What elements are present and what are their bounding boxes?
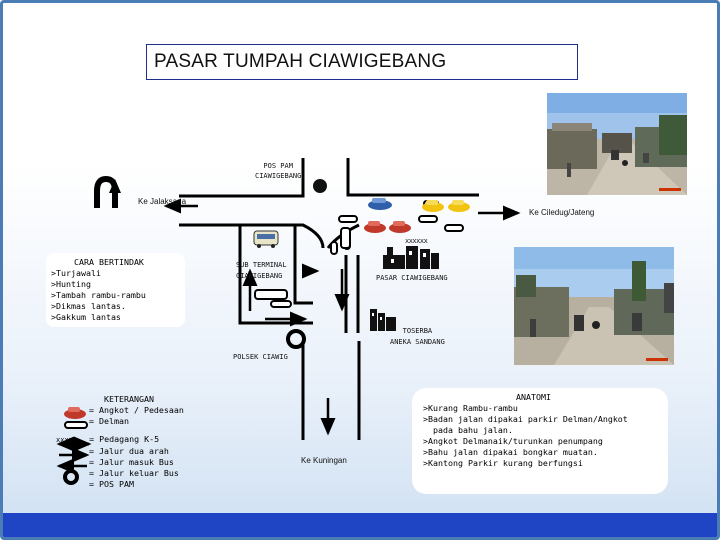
keterangan-box bbox=[56, 390, 226, 492]
direction-kuningan: Ke Kuningan bbox=[301, 456, 347, 465]
anatomi-item: >Angkot Delmanaik/turunkan penumpang bbox=[423, 436, 603, 446]
page-title: PASAR TUMPAH CIAWIGEBANG bbox=[154, 51, 447, 72]
legend-item: xxxxx = Pedagang K-5 bbox=[56, 434, 160, 444]
toserba-label: TOSERBA ANEKA SANDANG bbox=[390, 327, 445, 346]
pos-pam-label: POS PAM CIAWIGEBANG bbox=[255, 162, 302, 180]
direction-jalaksana: Ke Jalaksana bbox=[138, 197, 187, 206]
angkot-icon bbox=[364, 221, 386, 233]
cara-bertindak-heading: CARA BERTINDAK bbox=[74, 257, 144, 267]
bus-icon bbox=[254, 231, 278, 248]
photo-date-stamp bbox=[659, 188, 681, 191]
anatomi-heading: ANATOMI bbox=[516, 392, 551, 402]
anatomi-item: pada bahu jalan. bbox=[423, 425, 513, 435]
legend-item: = POS PAM bbox=[89, 479, 134, 489]
anatomi-box bbox=[412, 388, 668, 494]
anatomi-item: >Badan jalan dipakai parkir Delman/Angkot bbox=[423, 414, 628, 424]
vendor-icon: xxxxx bbox=[56, 436, 78, 444]
anatomi-item: >Bahu jalan dipakai bongkar muatan. bbox=[423, 447, 598, 457]
cara-bertindak-item: >Hunting bbox=[51, 279, 91, 289]
cara-bertindak-box bbox=[46, 253, 185, 327]
pasar-building-icon bbox=[383, 246, 439, 269]
u-turn-icon bbox=[89, 179, 121, 208]
market-photo-bottom bbox=[514, 247, 674, 365]
market-photo-top bbox=[547, 93, 687, 195]
cara-bertindak-item: >Tambah rambu-rambu bbox=[51, 290, 146, 300]
photo-date-stamp bbox=[646, 358, 668, 361]
bottom-band bbox=[3, 513, 717, 537]
angkot-icon bbox=[389, 221, 411, 233]
cara-bertindak-item: >Turjawali bbox=[51, 268, 101, 278]
legend-item: = Delman bbox=[89, 416, 129, 426]
cara-bertindak-item: >Gakkum lantas bbox=[51, 312, 121, 322]
blue-car-icon bbox=[368, 198, 392, 210]
direction-ciledug: Ke Ciledug/Jateng bbox=[529, 208, 595, 217]
yellow-car-icon bbox=[448, 200, 470, 212]
polsek-marker bbox=[288, 331, 304, 347]
legend-item: = Jalur masuk Bus bbox=[89, 457, 174, 467]
vendor-marker: xxxxxx bbox=[405, 237, 428, 245]
sub-terminal-label: SUB TERMINAL CIAWIGEBANG bbox=[236, 261, 287, 280]
pos-pam-marker bbox=[313, 179, 327, 193]
pasar-label: PASAR CIAWIGEBANG bbox=[376, 274, 448, 282]
keterangan-heading: KETERANGAN bbox=[104, 394, 154, 404]
anatomi-item: >Kurang Rambu-rambu bbox=[423, 403, 518, 413]
anatomi-item: >Kantong Parkir kurang berfungsi bbox=[423, 458, 583, 468]
legend-item: = Jalur dua arah bbox=[89, 446, 169, 456]
cara-bertindak-item: >Dikmas lantas. bbox=[51, 301, 126, 311]
polsek-label: POLSEK CIAWIG bbox=[233, 353, 288, 361]
legend-item: = Angkot / Pedesaan bbox=[89, 405, 184, 415]
legend-item: = Jalur keluar Bus bbox=[89, 468, 179, 478]
